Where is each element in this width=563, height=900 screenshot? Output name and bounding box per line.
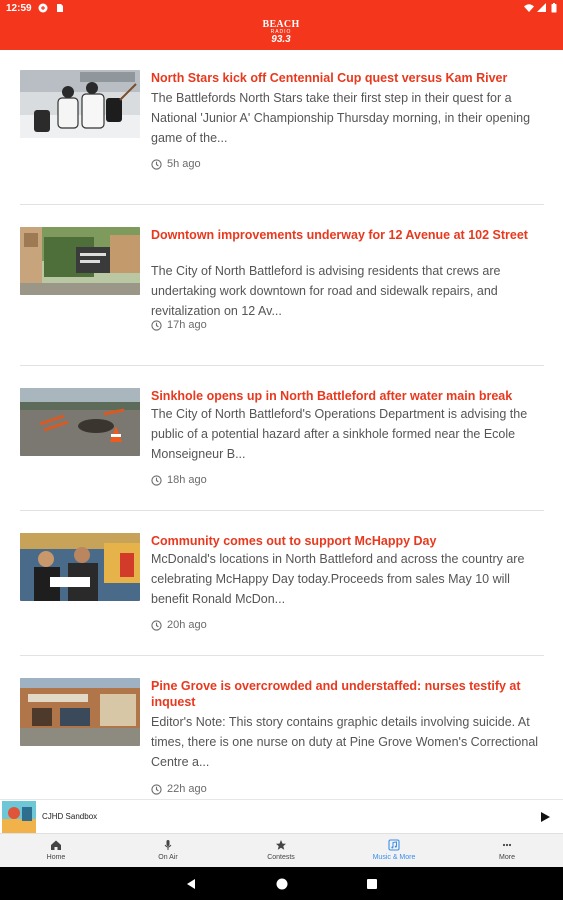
clock-icon xyxy=(151,620,162,631)
nav-more[interactable] xyxy=(451,834,563,868)
station-logo[interactable] xyxy=(258,20,304,48)
logo-frequency: 93.3 xyxy=(271,34,291,45)
article-timestamp xyxy=(151,473,207,487)
article-thumbnail[interactable] xyxy=(20,388,140,456)
article-time-label: 5h ago xyxy=(167,158,201,170)
mini-player[interactable] xyxy=(0,799,563,833)
article-timestamp xyxy=(151,618,207,632)
nav-more-label: More xyxy=(499,854,515,861)
article-thumbnail[interactable] xyxy=(20,533,140,601)
pine-grove-building-photo xyxy=(20,678,140,746)
article-time-label: 17h ago xyxy=(167,319,207,331)
article-timestamp xyxy=(151,318,207,332)
status-time: 12:59 xyxy=(6,3,32,14)
article-title[interactable]: Downtown improvements underway for 12 Avenue at 102 Street xyxy=(151,228,528,242)
article-time-label: 20h ago xyxy=(167,619,207,631)
article-summary: The City of North Battleford is advising residents that crews are undertaking work downtown for road and sidewalk repairs, and revitalization on 12 Av... xyxy=(151,264,501,318)
nav-contests-label: Contests xyxy=(267,854,295,861)
clock-icon xyxy=(151,784,162,795)
article-summary: McDonald's locations in North Battleford and across the country are celebrating McHappy Day today.Proceeds from sales May 10 will benefit Ronald McDon... xyxy=(151,552,525,606)
article-summary: Editor's Note: This story contains graphic details involving suicide. At times, there is one nurse on duty at Pine Grove Women's Correctional Centre a... xyxy=(151,715,539,769)
clock-icon xyxy=(151,159,162,170)
article-card[interactable] xyxy=(20,60,544,205)
app-header xyxy=(0,0,563,50)
status-bar xyxy=(0,0,563,18)
notification-icon xyxy=(38,3,48,13)
article-title[interactable]: North Stars kick off Centennial Cup quest versus Kam River xyxy=(151,71,508,85)
system-navigation-bar xyxy=(0,867,563,900)
nav-contests[interactable] xyxy=(225,834,337,868)
article-summary: The Battlefords North Stars take their first step in their quest for a National 'Junior A' Championship Thursday morning, in their opening game of the... xyxy=(151,91,531,145)
wifi-icon xyxy=(524,3,534,13)
home-icon xyxy=(50,839,62,851)
bottom-navigation xyxy=(0,833,563,867)
article-title[interactable]: Sinkhole opens up in North Battleford after water main break xyxy=(151,389,513,403)
recents-icon[interactable] xyxy=(365,877,379,891)
battery-icon xyxy=(549,3,559,13)
article-thumbnail[interactable] xyxy=(20,227,140,295)
player-artwork xyxy=(2,801,36,833)
more-icon xyxy=(501,839,513,851)
play-icon[interactable] xyxy=(538,810,552,824)
player-station-title: CJHD Sandbox xyxy=(42,812,98,821)
clock-icon xyxy=(151,320,162,331)
article-time-label: 18h ago xyxy=(167,474,207,486)
logo-subtitle: RADIO xyxy=(270,29,292,35)
mchappy-day-photo xyxy=(20,533,140,601)
logo-wordmark: BEACH xyxy=(262,19,300,30)
star-icon xyxy=(275,839,287,851)
article-thumbnail[interactable] xyxy=(20,70,140,138)
microphone-icon xyxy=(162,839,174,851)
sinkhole-barricades-photo xyxy=(20,388,140,456)
nav-music-more[interactable] xyxy=(338,834,450,868)
article-card[interactable] xyxy=(20,205,544,366)
article-summary: The City of North Battleford's Operations Department is advising the public of a potential hazard after a sinkhole formed near the Ecole Monseigneur B... xyxy=(151,407,528,461)
article-title[interactable]: Community comes out to support McHappy Day xyxy=(151,534,437,548)
clock-icon xyxy=(151,475,162,486)
artwork-image xyxy=(2,801,36,833)
nav-on-air[interactable] xyxy=(112,834,224,868)
back-icon[interactable] xyxy=(184,877,198,891)
article-title[interactable]: Pine Grove is overcrowded and understaffed: nurses testify at inquest xyxy=(151,679,521,709)
nav-on-air-label: On Air xyxy=(158,854,178,861)
music-icon xyxy=(388,839,400,851)
cell-signal-icon xyxy=(537,3,547,13)
hockey-players-photo xyxy=(20,70,140,138)
home-button-icon[interactable] xyxy=(275,877,289,891)
article-card[interactable] xyxy=(20,656,544,811)
nav-music-more-label: Music & More xyxy=(372,854,416,861)
article-timestamp xyxy=(151,157,201,171)
sim-card-icon xyxy=(55,3,65,13)
news-list xyxy=(20,60,544,811)
article-thumbnail[interactable] xyxy=(20,678,140,746)
article-timestamp xyxy=(151,782,207,796)
nav-home[interactable] xyxy=(0,834,112,868)
city-sign-photo xyxy=(20,227,140,295)
article-time-label: 22h ago xyxy=(167,783,207,795)
nav-home-label: Home xyxy=(46,854,66,861)
article-card[interactable] xyxy=(20,366,544,511)
article-card[interactable] xyxy=(20,511,544,656)
